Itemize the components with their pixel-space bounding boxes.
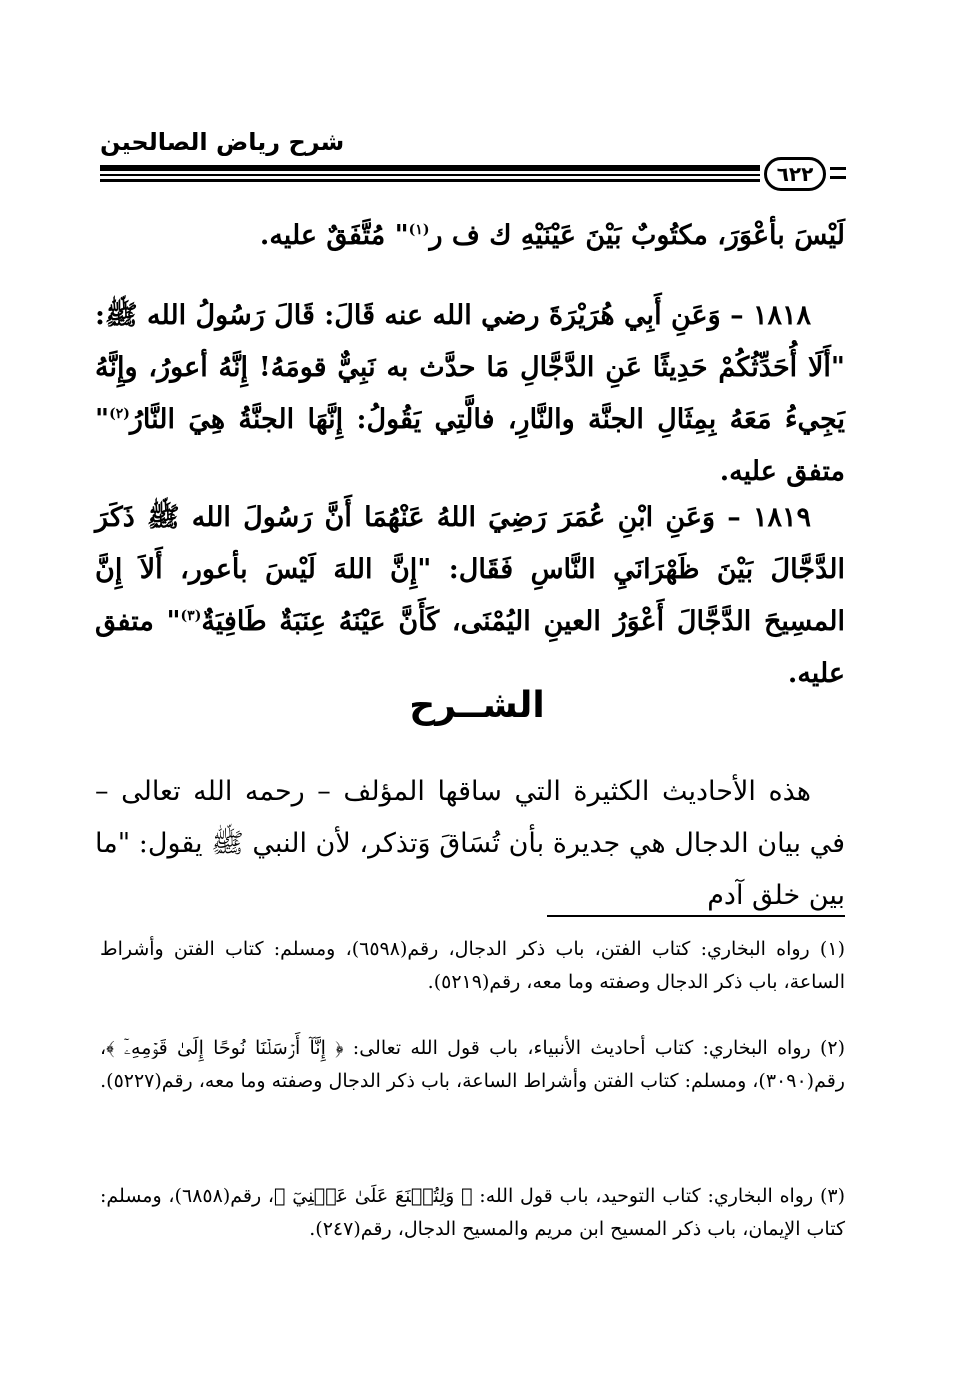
page-number-badge <box>764 157 826 191</box>
hadith-1818 <box>95 290 845 498</box>
section-heading: الشــرح <box>409 685 545 726</box>
hadith-text: ١٨١٩ – وَعَنِ ابْنِ عُمَرَ رَضِيَ اللهُ عَنْهُمَا أَنَّ رَسُولَ الله ﷺ ذَكَرَ الدَّجَّالَ بَيْنَ ظَهْرَانَيِ النَّاسِ فَقَال: "إِنَّ اللهَ لَيْسَ بأعور، أَلاَ إِنَّ المسِيحَ الدَّجَّالَ أَعْوَرُ العينِ اليُمْنَى، كَأَنَّ عَيْنَهُ عِنَبَةٌ طَافِيَةٌ <box>95 502 845 637</box>
running-header-title: شرح رياض الصالحين <box>100 128 345 156</box>
footnote-2: (٢) رواه البخاري: كتاب أحاديث الأنبياء، باب قول الله تعالى: ﴿ إِنَّآ أَرۡسَلۡنَا نُوحًا إِلَىٰ قَوۡمِهِۦٓ ﴾، رقم(٣٠٩٠)، ومسلم: كتاب الفتن وأشراط الساعة، باب ذكر الدجال وصفته وما معه، رقم(٥٢٢٧). <box>100 1037 845 1092</box>
header-corner-mark <box>830 167 846 170</box>
page-number: ٦٢٢ <box>776 162 814 186</box>
hadith-text: لَيْسَ بأعْوَرَ، مكتُوبٌ بَيْنَ عَيْنَيْهِ ك ف ر <box>429 220 845 251</box>
header-corner-mark <box>830 176 846 179</box>
footnote-ref: (٣) <box>180 608 202 624</box>
footnote-1: (١) رواه البخاري: كتاب الفتن، باب ذكر الدجال، رقم(٦٥٩٨)، ومسلم: كتاب الفتن وأشراط الساعة، باب ذكر الدجال وصفته وما معه، رقم(٥٢١٩). <box>100 938 845 993</box>
hadith-1819 <box>95 492 845 700</box>
hadith-tail: " متفق عليه. <box>95 404 845 487</box>
header-rule-bottom <box>100 179 760 182</box>
footnote-3: (٣) رواه البخاري: كتاب التوحيد، باب قول الله: ﴿ وَلِتُصۡنَعَ عَلَىٰ عَيۡنِيٓ ﴾، رقم(٦٨٥٨)، ومسلم: كتاب الإيمان، باب ذكر المسيح ابن مريم والمسيح الدجال، رقم(٢٤٧). <box>100 1185 845 1240</box>
header-rule-thin <box>100 174 760 176</box>
footnote-ref: (٢) <box>109 406 130 422</box>
hadith-continuation <box>95 210 845 262</box>
header-rule-thick <box>100 165 760 171</box>
footnote-separator <box>547 915 845 917</box>
hadith-tail: " متفق عليه. <box>95 606 845 689</box>
footnote-ref: (١) <box>408 222 430 238</box>
hadith-tail: " مُتَّفَقٌ عليه. <box>259 220 409 251</box>
hadith-text: ١٨١٨ – وَعَنِ أَبِي هُرَيْرَةَ رضي الله عنه قَالَ: قَالَ رَسُولُ الله ﷺ: "أَلَا أُحَدِّثُكُمْ حَدِيثًا عَنِ الدَّجَّالِ مَا حدَّث به نَبِيٌّ قومَهُ! إِنَّهُ أعورُ، وإِنَّهُ يَجِيءُ مَعَهُ بِمِثَالِ الجنَّة والنَّارِ، فالَّتِي يَقُولُ: إِنَّهَا الجنَّةُ هِيَ النَّارُ <box>95 300 845 435</box>
commentary-paragraph: هذه الأحاديث الكثيرة التي ساقها المؤلف – رحمه الله تعالى – في بيان الدجال هي جديرة بأن تُسَاقَ وَتذكر، لأن النبي ﷺ يقول: "ما بين خلق آدم <box>95 776 845 911</box>
